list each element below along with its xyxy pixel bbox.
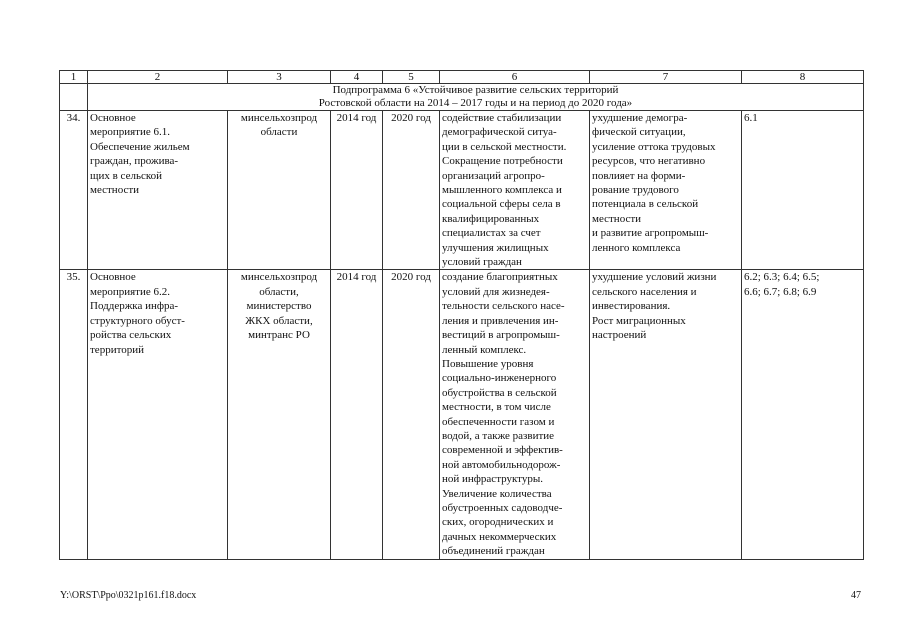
end-year: 2020 год (383, 111, 440, 270)
cell-line: улучшения жилищных (442, 241, 549, 254)
cell-line: ленного комплекса (592, 241, 681, 254)
start-year: 2014 год (331, 111, 383, 270)
cell-line: 6.2; 6.3; 6.4; 6.5; (744, 271, 820, 284)
subprogram-title-line: Подпрограмма 6 «Устойчивое развитие сельских территорий (332, 84, 619, 96)
cell-line: Увеличение количества (442, 487, 552, 500)
cell-line: тельности сельского насе- (442, 300, 565, 313)
executor (228, 111, 331, 270)
cell-line: условий граждан (442, 256, 522, 269)
cell-line: обустроенных садоводче- (442, 501, 563, 514)
cell-line: социальной сферы села в (442, 198, 561, 211)
cell-line: граждан, прожива- (90, 155, 179, 168)
cell-line: организаций агропро- (442, 169, 545, 182)
cell-line: и развитие агропромыш- (592, 227, 709, 240)
row-number: 34. (60, 111, 88, 270)
cell-line: сельского населения и (592, 285, 697, 298)
column-number: 1 (60, 71, 88, 84)
cell-line: 6.6; 6.7; 6.8; 6.9 (744, 285, 817, 298)
cell-line: ухудшение демогра- (592, 112, 688, 124)
column-number: 7 (590, 71, 742, 84)
cell-line: области, (259, 285, 299, 298)
cell-line: ЖКХ области, (245, 314, 313, 327)
cell-line: рование трудового (592, 184, 679, 197)
cell-line: дачных некоммерческих (442, 530, 557, 543)
cell-line: современной и эффектив- (442, 444, 563, 457)
subprogram-title-line: Ростовской области на 2014 – 2017 годы и на период до 2020 года» (318, 97, 633, 109)
column-number: 3 (228, 71, 331, 84)
cell-line: Повышение уровня (442, 357, 534, 370)
cell-line: вестиций в агропромыш- (442, 329, 560, 342)
program-table (59, 70, 864, 560)
table-row (60, 111, 864, 270)
cell-line: Сокращение потребности (442, 155, 563, 168)
cell-line: усиление оттока трудовых (592, 140, 716, 153)
cell-line: мероприятие 6.2. (90, 285, 171, 298)
cell-line: создание благоприятных (442, 271, 558, 284)
cell-line: Рост миграционных (592, 314, 686, 327)
subprogram-row (60, 84, 864, 111)
measure-name (88, 270, 228, 559)
cell-line: территорий (90, 343, 145, 356)
cell-line: повлияет на форми- (592, 169, 686, 182)
cell-line: ной инфраструктуры. (442, 473, 543, 486)
cell-line: объединений граждан (442, 545, 545, 558)
cell-line: местности (592, 212, 642, 225)
column-number: 8 (742, 71, 864, 84)
non-implementation-consequences (590, 270, 742, 559)
cell-line: министерство (246, 300, 312, 313)
cell-line: ресурсов, что негативно (592, 155, 706, 168)
cell-line: социально-инженерного (442, 372, 557, 385)
cell-line: местности, в том числе (442, 401, 551, 414)
cell-line: местности (90, 184, 140, 197)
column-number-row (60, 71, 864, 84)
measure-name (88, 111, 228, 270)
page-number: 47 (851, 590, 861, 601)
cell-line: специалистах за счет (442, 227, 541, 240)
executor (228, 270, 331, 559)
column-number: 4 (331, 71, 383, 84)
cell-line: Обеспечение жильем (90, 140, 190, 153)
cell-line: ских, огороднических и (442, 516, 554, 529)
cell-line: мероприятие 6.1. (90, 126, 171, 139)
column-number: 6 (440, 71, 590, 84)
cell-line: Основное (90, 271, 136, 284)
cell-line: ной автомобильнодорож- (442, 458, 561, 471)
cell-line: ройства сельских (90, 329, 172, 342)
cell-line: потенциала в сельской (592, 198, 699, 211)
cell-line: условий для жизнедея- (442, 285, 550, 298)
cell-line: минсельхозпрод (240, 271, 318, 284)
expected-result (440, 111, 590, 270)
empty-cell (60, 84, 88, 111)
subprogram-title (88, 84, 864, 111)
cell-line: ции в сельской местности. (442, 140, 567, 153)
cell-line: Поддержка инфра- (90, 300, 179, 313)
row-number: 35. (60, 270, 88, 559)
related-indicators (742, 270, 864, 559)
cell-line: ленный комплекс. (442, 343, 527, 356)
cell-line: ления и привлечения ин- (442, 314, 559, 327)
column-number: 2 (88, 71, 228, 84)
cell-line: квалифицированных (442, 212, 540, 225)
cell-line: 6.1 (744, 112, 758, 124)
cell-line: содействие стабилизации (442, 112, 562, 124)
expected-result (440, 270, 590, 559)
end-year: 2020 год (383, 270, 440, 559)
cell-line: структурного обуст- (90, 314, 185, 327)
cell-line: инвестирования. (592, 300, 671, 313)
cell-line: минтранс РО (248, 329, 310, 342)
cell-line: демографической ситуа- (442, 126, 557, 139)
cell-line: мышленного комплекса и (442, 184, 562, 197)
cell-line: водой, а также развитие (442, 429, 555, 442)
cell-line: настроений (592, 329, 647, 342)
cell-line: щих в сельской (90, 169, 163, 182)
file-path: Y:\ORST\Ppo\0321p161.f18.docx (60, 590, 197, 601)
start-year: 2014 год (331, 270, 383, 559)
cell-line: Основное (90, 112, 136, 124)
cell-line: ухудшение условий жизни (592, 271, 717, 284)
cell-line: минсельхозпрод (240, 112, 318, 124)
non-implementation-consequences (590, 111, 742, 270)
related-indicators (742, 111, 864, 270)
cell-line: области (260, 126, 298, 139)
cell-line: фической ситуации, (592, 126, 686, 139)
table-row (60, 270, 864, 559)
column-number: 5 (383, 71, 440, 84)
cell-line: обеспеченности газом и (442, 415, 555, 428)
cell-line: обустройства в сельской (442, 386, 557, 399)
